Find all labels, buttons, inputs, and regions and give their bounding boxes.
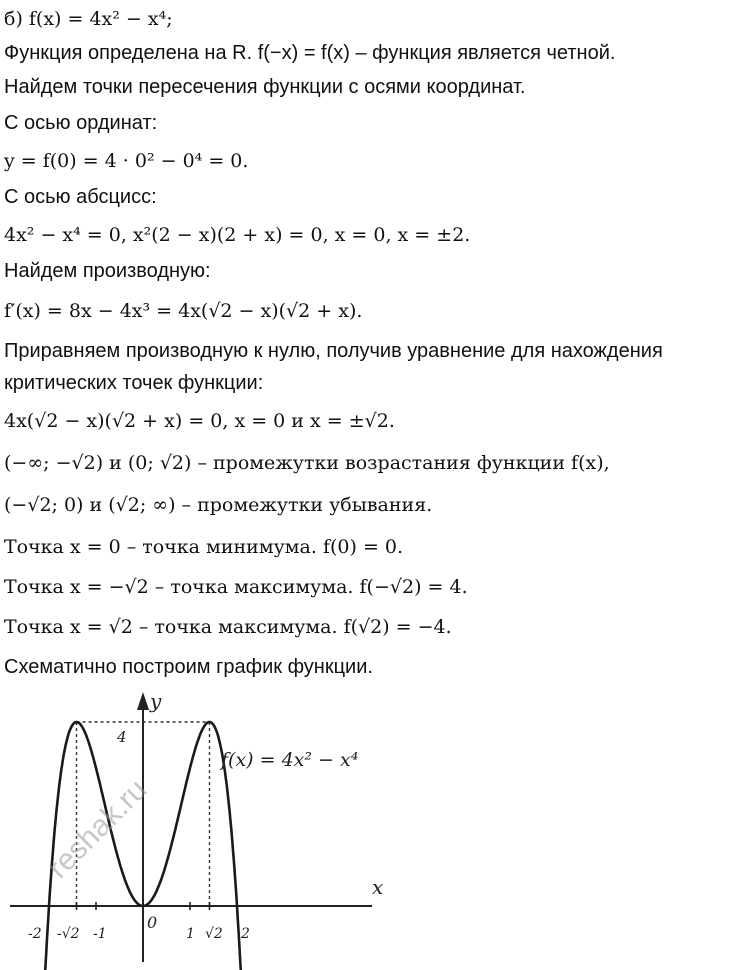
text-line: С осью абсцисс:	[4, 186, 157, 208]
text-line: Функция определена на R. f(−x) = f(x) – функция является четной.	[4, 42, 616, 64]
formula-line: Точка x = 0 – точка минимума. f(0) = 0.	[4, 536, 404, 558]
formula-line: 4x(√2 − x)(√2 + x) = 0, x = 0 и x = ±√2.	[4, 410, 395, 432]
x-tick-label: 1	[186, 926, 195, 942]
text-line: Приравняем производную к нулю, получив уравнение для нахождения	[4, 340, 663, 362]
text-line: Найдем производную:	[4, 260, 211, 282]
formula-line: Точка x = −√2 – точка максимума. f(−√2) = 4.	[4, 576, 468, 598]
y-tick-label: 4	[117, 728, 127, 746]
formula-line: (−∞; −√2) и (0; √2) – промежутки возрастания функции f(x),	[4, 452, 610, 474]
x-axis-label: x	[372, 875, 384, 899]
axes	[10, 692, 372, 962]
formula-line: 4x² − x⁴ = 0, x²(2 − x)(2 + x) = 0, x = 0, x = ±2.	[4, 224, 471, 246]
x-tick-label: -2	[28, 926, 42, 942]
text-line: Найдем точки пересечения функции с осями координат.	[4, 76, 526, 98]
formula-line: (−√2; 0) и (√2; ∞) – промежутки убывания.	[4, 494, 433, 516]
text-line: С осью ординат:	[4, 112, 158, 134]
function-label: f(x) = 4x² − x⁴	[221, 749, 359, 771]
function-graph	[0, 680, 750, 970]
text-line: критических точек функции:	[4, 372, 264, 394]
text-line: Схематично построим график функции.	[4, 656, 373, 678]
formula-line: y = f(0) = 4 · 0² − 0⁴ = 0.	[4, 150, 249, 172]
y-axis-label: y	[150, 689, 162, 713]
origin-label: 0	[147, 913, 158, 932]
formula-line: Точка x = √2 – точка максимума. f(√2) = −4.	[4, 616, 452, 638]
problem-statement: б) f(x) = 4x² − x⁴;	[4, 8, 173, 30]
y-axis-arrow	[137, 692, 149, 710]
watermark: reshak.ru	[41, 773, 154, 885]
x-tick-label: -√2	[57, 926, 80, 942]
x-tick-label: √2	[205, 926, 223, 942]
x-tick-label: -1	[93, 926, 107, 942]
x-tick-label: 2	[241, 926, 250, 942]
formula-line: f′(x) = 8x − 4x³ = 4x(√2 − x)(√2 + x).	[4, 300, 363, 322]
